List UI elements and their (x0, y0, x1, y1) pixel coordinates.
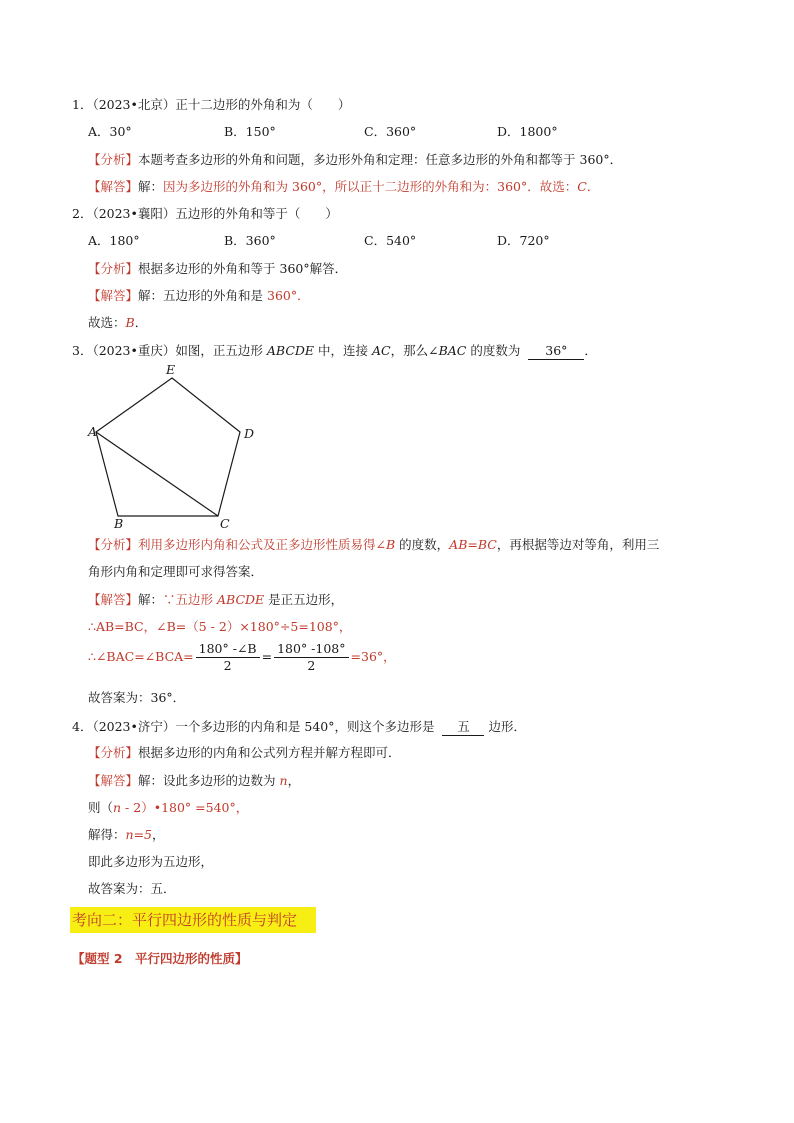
q1-solution-choice: C (577, 179, 587, 194)
q3-sol3-pre: ∴∠BAC=∠BCA= (88, 649, 194, 664)
q4-line3-a: 解得： (88, 827, 126, 842)
q3-frac2-num: 180° -108° (274, 641, 348, 658)
q3-stem-mid: 中，连接 (314, 343, 372, 358)
q4-analysis-tag: 【分析】 (88, 745, 139, 760)
q4-answer-blank: 五 (442, 719, 484, 736)
q3-frac1-den: 2 (223, 658, 232, 673)
q1-solution-end: ． (586, 179, 600, 194)
vertex-label-e: E (166, 362, 176, 377)
vertex-label-b: B (114, 516, 124, 531)
q2-final (88, 315, 147, 331)
vertex-label-c: C (220, 516, 230, 531)
q1-solution-text: 因为多边形的外角和为 360°，所以正十二边形的外角和为：360°．故选： (163, 179, 578, 194)
q3-analysis-d: AB=BC (449, 537, 497, 552)
q3-sol3 (88, 640, 396, 674)
q4-line5: 故答案为：五． (88, 881, 176, 896)
q4-line3 (88, 827, 165, 843)
q3-stem-post: 的度数为 (466, 343, 521, 358)
q3-sol3-post: =36°， (350, 649, 396, 664)
q3-analysis-b: B (386, 537, 396, 552)
q4-line3-b: n=5 (125, 827, 152, 842)
q3-sol1-c: 是正五边形， (264, 592, 344, 607)
q3-frac1-num: 180° -∠B (196, 641, 260, 658)
q3-fraction-1 (196, 641, 260, 674)
q3-sol2: ∴AB=BC，∠B=（5 - 2）×180°÷5=108°， (88, 619, 352, 634)
q4-line2-a: 则（ (88, 800, 114, 815)
q3-sol1-a: ∵五边形 (163, 592, 218, 607)
pentagon-figure (86, 362, 266, 532)
q2-option-d: D．720° (497, 233, 550, 248)
vertex-label-d: D (244, 426, 255, 441)
q4-line4: 即此多边形为五边形， (88, 854, 214, 869)
q2-option-b: B．360° (224, 233, 276, 248)
q3-stem-bac: BAC (438, 343, 467, 358)
q2-final-end: ． (134, 315, 148, 330)
q3-analysis-c: 的度数， (395, 537, 450, 552)
section-title: 考向二：平行四边形的性质与判定 (70, 907, 316, 933)
q4-solution-var: n (279, 773, 288, 788)
q3-stem-pre: 3．（2023•重庆）如图，正五边形 (72, 343, 267, 358)
q3-frac-eq: = (261, 649, 273, 664)
q4-line2 (88, 800, 248, 816)
q3-answer-blank: 36° (528, 343, 584, 360)
q2-option-a: A．180° (88, 233, 140, 248)
vertex-label-a: A (88, 424, 98, 439)
q2-option-c: C．540° (364, 233, 417, 248)
q4-line3-c: ， (152, 827, 165, 842)
q4-solution-lead: 解：设此多边形的边数为 (138, 773, 280, 788)
q4-line2-b: n (113, 800, 122, 815)
q1-stem: 1．（2023•北京）正十二边形的外角和为（ ） (72, 97, 351, 112)
q1-solution-tag: 【解答】 (88, 179, 139, 194)
q3-analysis-line2: 角形内角和定理即可求得答案． (88, 564, 264, 579)
q1-option-d: D．1800° (497, 124, 558, 139)
q3-stem-mid2: ，那么∠ (390, 343, 439, 358)
q1-analysis-tag: 【分析】 (88, 152, 139, 167)
q1-option-c: C．360° (364, 124, 417, 139)
q4-solution-tag: 【解答】 (88, 773, 139, 788)
q2-analysis-text: 根据多边形的外角和等于 360°解答． (138, 261, 348, 276)
q3-analysis-e: ，再根据等边对等角，利用三 (496, 537, 660, 552)
q4-solution-end: ， (287, 773, 301, 788)
q3-solution-tag: 【解答】 (88, 592, 139, 607)
q3-analysis-a: 利用多边形内角和公式及正多边形性质易得∠ (138, 537, 386, 552)
q4-analysis-text: 根据多边形的内角和公式列方程并解方程即可． (138, 745, 401, 760)
q1-analysis-text: 本题考查多边形的外角和问题，多边形外角和定理：任意多边形的外角和都等于 360°． (138, 152, 623, 167)
q4-analysis (88, 745, 401, 761)
q3-analysis-tag: 【分析】 (88, 537, 139, 552)
q2-final-lead: 故选： (88, 315, 126, 330)
type-title: 【题型 2 平行四边形的性质】 (72, 951, 248, 966)
q3-final: 故答案为：36°． (88, 690, 186, 705)
q4-stem-pre: 4．（2023•济宁）一个多边形的内角和是 540°，则这个多边形是 (72, 719, 435, 734)
q2-analysis (88, 261, 347, 277)
q1-analysis (88, 152, 622, 168)
q4-solution (88, 773, 300, 789)
q4-stem (72, 719, 526, 736)
q1-solution (88, 179, 599, 195)
q2-stem: 2．（2023•襄阳）五边形的外角和等于（ ） (72, 206, 338, 221)
q3-frac2-den: 2 (307, 658, 316, 673)
q2-solution-tag: 【解答】 (88, 288, 139, 303)
q2-solution (88, 288, 310, 304)
q2-analysis-tag: 【分析】 (88, 261, 139, 276)
q1-solution-lead: 解： (138, 179, 164, 194)
q4-line2-c: - 2）•180° =540°， (121, 800, 249, 815)
q3-fraction-2 (274, 641, 348, 674)
q3-stem-end: ． (584, 343, 597, 358)
q3-solution-lead: 解： (138, 592, 164, 607)
q1-option-a: A．30° (88, 124, 132, 139)
q3-analysis (88, 537, 659, 553)
q2-solution-lead: 解：五边形的外角和是 (138, 288, 267, 303)
q3-stem (72, 343, 597, 360)
q2-final-choice: B (125, 315, 135, 330)
q2-solution-value: 360°． (267, 288, 310, 303)
q3-stem-ac: AC (371, 343, 391, 358)
q3-solution (88, 592, 343, 608)
q4-stem-post: 边形． (488, 719, 526, 734)
q3-sol1-b: ABCDE (217, 592, 265, 607)
q3-stem-poly: ABCDE (266, 343, 315, 358)
q1-option-b: B．150° (224, 124, 276, 139)
